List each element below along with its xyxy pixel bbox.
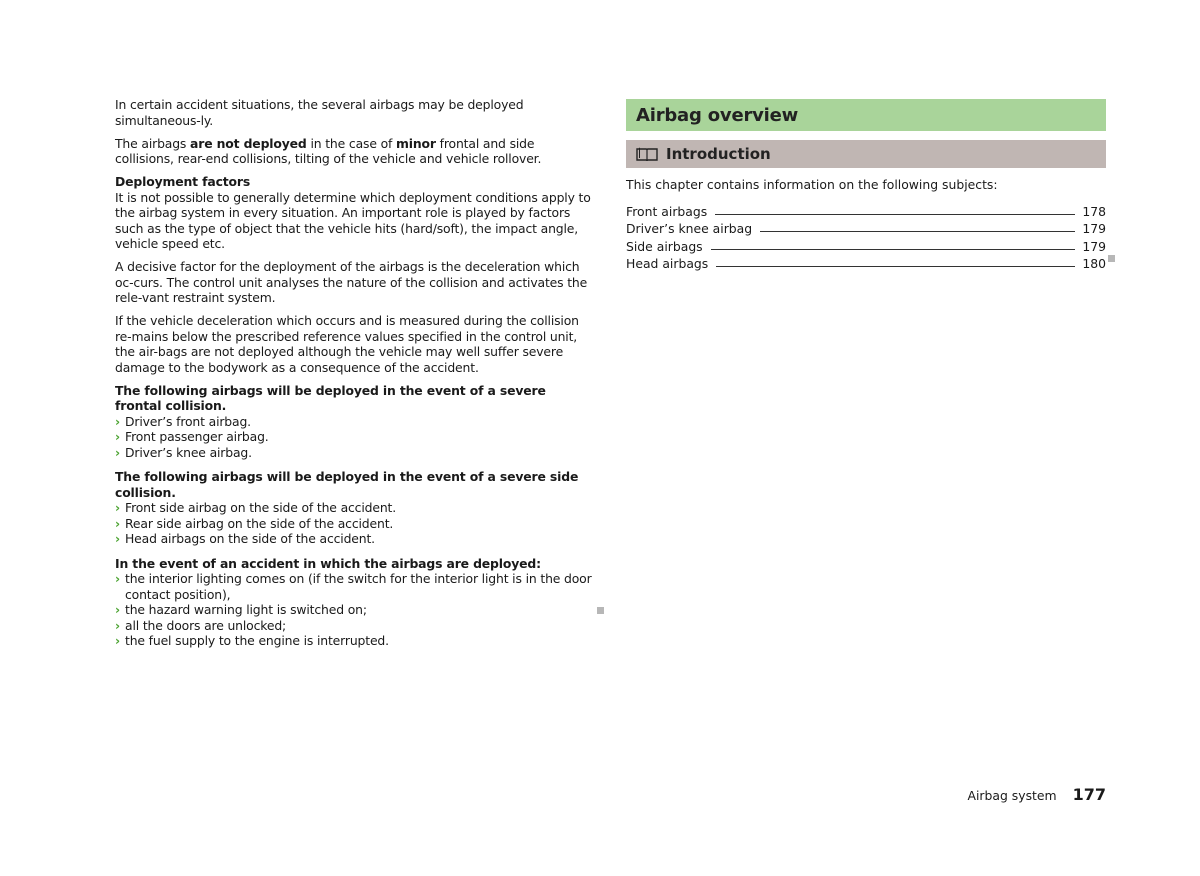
list-item-text: Front side airbag on the side of the accident.: [125, 500, 397, 515]
paragraph-not-deployed: [115, 136, 595, 167]
frontal-list: [115, 414, 595, 461]
paragraph-deceleration: A decisive factor for the deployment of the airbags is the deceleration which oc-curs. The control unit analyses the nature of the collision and activates the rele-vant restraint system.: [115, 259, 588, 305]
right-column: [626, 99, 1106, 271]
frontal-heading: The following airbags will be deployed in the event of a severe frontal collision.: [115, 382, 546, 413]
toc-label: Front airbags: [626, 203, 708, 219]
list-item: [115, 414, 595, 430]
toc-leader-line: [715, 214, 1075, 215]
deployment-factors-heading: Deployment factors: [115, 174, 251, 189]
frontal-block: [115, 383, 595, 461]
chevron-right-icon: ›: [115, 617, 120, 633]
list-item-text: Driver’s front airbag.: [125, 413, 251, 429]
toc-entry-front-airbags[interactable]: [626, 201, 1106, 219]
chevron-right-icon: ›: [115, 444, 120, 460]
toc-page-number: 180: [1082, 256, 1106, 271]
left-column: [115, 97, 595, 658]
list-item: [115, 429, 595, 445]
list-item: [115, 516, 595, 532]
list-item-text: Rear side airbag on the side of the accident.: [125, 515, 394, 531]
toc-page-number: 179: [1082, 221, 1106, 236]
list-item-text: the interior lighting comes on (if the switch for the interior light is in the door contact position),: [125, 571, 592, 602]
side-list: [115, 500, 595, 547]
section-end-square-icon: [597, 607, 604, 614]
chevron-right-icon: ›: [115, 429, 120, 444]
text-span: in the case of: [306, 135, 397, 151]
chevron-right-icon: ›: [115, 531, 120, 546]
side-heading: The following airbags will be deployed in the event of a severe side collision.: [115, 469, 579, 500]
introduction-text: This chapter contains information on the following subjects:: [626, 177, 998, 192]
list-item: [115, 531, 595, 547]
chevron-right-icon: ›: [115, 413, 120, 429]
chevron-right-icon: ›: [115, 602, 120, 617]
chevron-right-icon: ›: [115, 500, 120, 515]
toc-leader-line: [760, 231, 1075, 232]
list-item: [115, 571, 595, 602]
toc-entry-side-airbags[interactable]: [626, 236, 1106, 254]
toc-page-number: 179: [1082, 238, 1106, 254]
toc-leader-line: [711, 249, 1076, 250]
list-item: [115, 618, 595, 634]
page-footer: [968, 785, 1106, 804]
paragraph-deployment-factors: [115, 174, 595, 252]
text-span: frontal and side collisions, rear-end collisions, tilting of the vehicle and vehicle rollover.: [115, 135, 542, 166]
chevron-right-icon: ›: [115, 515, 120, 531]
footer-section-title: Airbag system: [967, 788, 1057, 803]
section-end-square-icon: [1108, 255, 1115, 262]
list-item: [115, 602, 595, 618]
toc-leader-line: [716, 266, 1075, 267]
deployed-list: [115, 571, 595, 649]
toc-page-number: 178: [1082, 203, 1106, 219]
toc-entry-drivers-knee-airbag[interactable]: [626, 219, 1106, 237]
book-icon: [636, 147, 658, 161]
deployed-block: [115, 556, 595, 649]
paragraph-reference-values: If the vehicle deceleration which occurs and is measured during the collision re-mains below the prescribed reference values specified in the control unit, the air-bags are not deployed although the vehicle may well suffer severe damage to the bodywork as a consequence of the accident.: [115, 313, 579, 375]
chevron-right-icon: ›: [115, 571, 120, 586]
introduction-bar: [626, 140, 1106, 168]
bold-span: are not deployed: [190, 135, 307, 151]
list-item-text: Head airbags on the side of the accident.: [125, 531, 375, 546]
list-item-text: the fuel supply to the engine is interrupted.: [125, 633, 389, 648]
list-item: [115, 633, 595, 649]
introduction-title: Introduction: [666, 145, 771, 163]
text-span: The airbags: [115, 135, 191, 151]
section-title-bar: [626, 99, 1106, 131]
section-title: Airbag overview: [636, 104, 799, 126]
text-span: It is not possible to generally determine which deployment conditions apply to the airbag system in every situation. An important role is played by factors such as the type of object that the vehicle hits (hard/soft), the impact angle, vehicle speed etc.: [115, 189, 591, 251]
page-number: 177: [1072, 785, 1106, 804]
list-item: [115, 445, 595, 461]
list-item-text: Front passenger airbag.: [125, 429, 269, 444]
chevron-right-icon: ›: [115, 633, 120, 648]
bold-span: minor: [396, 135, 436, 151]
side-block: [115, 469, 595, 547]
list-item-text: the hazard warning light is switched on;: [125, 602, 367, 617]
toc-label: Head airbags: [626, 256, 709, 271]
paragraph-simultaneous: In certain accident situations, the several airbags may be deployed simultaneous-ly.: [115, 97, 524, 128]
list-item: [115, 500, 595, 516]
toc-entry-head-airbags[interactable]: [626, 254, 1106, 272]
list-item-text: all the doors are unlocked;: [125, 617, 287, 633]
toc-list: [626, 201, 1106, 271]
toc-label: Side airbags: [626, 238, 703, 254]
deployed-heading: In the event of an accident in which the airbags are deployed:: [115, 555, 541, 571]
toc-label: Driver’s knee airbag: [626, 221, 753, 236]
list-item-text: Driver’s knee airbag.: [125, 444, 252, 460]
